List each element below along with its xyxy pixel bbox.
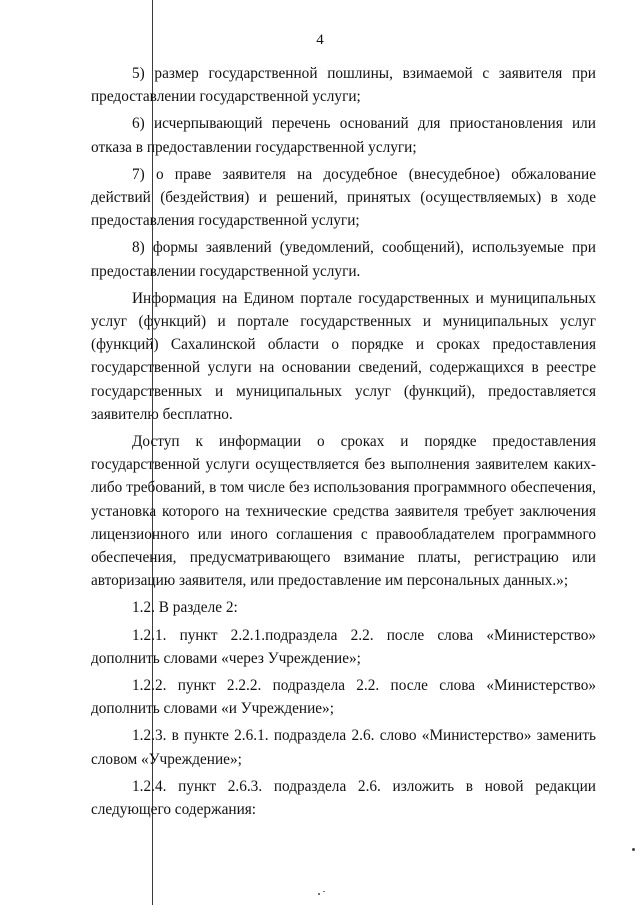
- document-body: [91, 62, 596, 825]
- scan-speck: [323, 891, 325, 892]
- scan-speck: [632, 848, 635, 851]
- paragraph-1-2-4: 1.2.4. пункт 2.6.3. подраздела 2.6. изложить в новой редакции следующего содержания:: [91, 777, 596, 819]
- page-number: 4: [316, 32, 324, 48]
- paragraph-1-2-1: 1.2.1. пункт 2.2.1.подраздела 2.2. после слова «Министерство» дополнить словами «через Учреждение»;: [91, 626, 596, 667]
- paragraph-1-2: 1.2. В разделе 2:: [132, 599, 238, 617]
- paragraph-item-7: 7) о праве заявителя на досудебное (внесудебное) обжалование действий (бездействия) и решений, принятых (осуществляемых) в ходе предоставления государственной услуги;: [91, 165, 596, 230]
- paragraph-item-6: 6) исчерпывающий перечень оснований для приостановления или отказа в предоставлении государственной услуги;: [91, 115, 596, 156]
- paragraph-1-2-2: 1.2.2. пункт 2.2.2. подраздела 2.2. после слова «Министерство» дополнить словами «и Учреждение»;: [91, 677, 596, 718]
- paragraph-1-2-3: 1.2.3. в пункте 2.6.1. подраздела 2.6. слово «Министерство» заменить словом «Учреждение»;: [91, 727, 596, 768]
- paragraph-item-5: 5) размер государственной пошлины, взимаемой с заявителя при предоставлении государственной услуги;: [91, 65, 596, 106]
- paragraph-information: Информация на Едином портале государственных и муниципальных услуг (функций) и портале государственных и муниципальных услуг (функций) Сахалинской области о порядке и сроках предоставления государственной услуги на основании сведений, содержащихся в реестре государственных и муниципальных услуг (функций), предоставляется заявителю бесплатно.: [91, 289, 596, 423]
- paragraph-item-8: 8) формы заявлений (уведомлений, сообщений), используемые при предоставлении государственной услуги.: [91, 239, 596, 280]
- scan-speck: [318, 893, 320, 895]
- paragraph-access: Доступ к информации о сроках и порядке предоставления государственной услуги осуществляется без выполнения заявителем каких-либо требований, в том числе без использования программного обеспечения, установка которого на технические средства заявителя требует заключения лицензионного или иного соглашения с правообладателем программного обеспечения, предусматривающего взимание платы, регистрацию или авторизацию заявителя, или предоставление им персональных данных.»;: [91, 433, 596, 590]
